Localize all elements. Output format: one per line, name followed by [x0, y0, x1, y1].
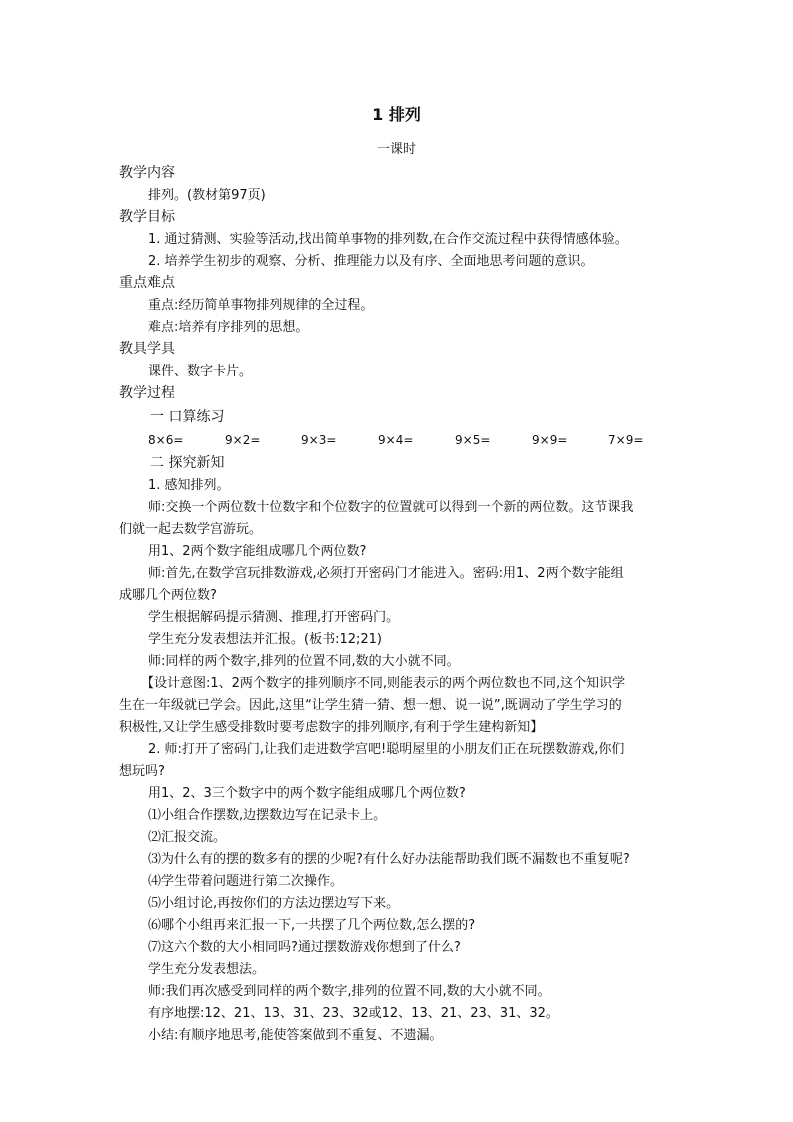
paragraph-line: 1. 感知排列。 [148, 478, 230, 493]
design-intent-line: 生在一年级就已学会。因此,这里“让学生猜一猜、想一想、说一说”,既调动了学生学习的 [119, 698, 622, 713]
heading-process: 教学过程 [119, 385, 175, 401]
paragraph-line: 师:交换一个两位数十位数字和个位数字的位置就可以得到一个新的两位数。这节课我 [148, 500, 634, 515]
goal-1: 1. 通过猜测、实验等活动,找出简单事物的排列数,在合作交流过程中获得情感体验。 [148, 232, 628, 247]
paragraph-line: 师:首先,在数学宫玩排数游戏,必须打开密码门才能进入。密码:用1、2两个数字能组 [148, 566, 624, 581]
calc-item: 9×2= [225, 433, 261, 447]
content-text: 排列。(教材第97页) [148, 188, 266, 203]
calc-item: 9×3= [301, 433, 337, 447]
part1-heading: 一 口算练习 [150, 409, 225, 425]
paragraph-line: 师:同样的两个数字,排列的位置不同,数的大小就不同。 [148, 654, 460, 669]
paragraph-line: 用1、2、3三个数字中的两个数字能组成哪几个两位数? [148, 786, 466, 801]
paragraph-line: 用1、2两个数字能组成哪几个两位数? [148, 544, 367, 559]
step-item: ⑷学生带着问题进行第二次操作。 [148, 874, 344, 889]
design-intent-line: 【设计意图:1、2两个数字的排列顺序不同,则能表示的两个两位数也不同,这个知识学 [141, 676, 626, 691]
paragraph-line: 学生充分发表想法并汇报。(板书:12;21) [148, 632, 382, 647]
paragraph-line: 们就一起去数学宫游玩。 [119, 522, 263, 537]
design-intent-line: 积极性,又让学生感受排数时要考虑数字的排列顺序,有利于学生建构新知】 [119, 720, 544, 735]
goal-2: 2. 培养学生初步的观察、分析、推理能力以及有序、全面地思考问题的意识。 [148, 254, 594, 269]
difficulty: 难点:培养有序排列的思想。 [148, 320, 309, 335]
step-item: ⑶为什么有的摆的数多有的摆的少呢?有什么好办法能帮助我们既不漏数也不重复呢? [148, 852, 630, 867]
summary-line: 小结:有顺序地思考,能使答案做到不重复、不遗漏。 [148, 1028, 443, 1043]
part2-heading: 二 探究新知 [150, 455, 225, 471]
step-item: ⑴小组合作摆数,边摆数边写在记录卡上。 [148, 808, 387, 823]
page-title: 1 排列 [372, 105, 421, 124]
paragraph-line: 学生充分发表想法。 [148, 962, 266, 977]
tools-text: 课件、数字卡片。 [148, 364, 253, 379]
page-subtitle: 一课时 [376, 142, 416, 157]
heading-key-points: 重点难点 [119, 275, 175, 291]
paragraph-line: 学生根据解码提示猜测、推理,打开密码门。 [148, 610, 400, 625]
calc-item: 9×4= [378, 433, 414, 447]
calc-item: 9×5= [455, 433, 491, 447]
step-item: ⑹哪个小组再来汇报一下,一共摆了几个两位数,怎么摆的? [148, 918, 476, 933]
calc-item: 9×9= [532, 433, 568, 447]
heading-goals: 教学目标 [119, 209, 175, 225]
heading-tools: 教具学具 [119, 341, 175, 357]
step-item: ⑵汇报交流。 [148, 830, 227, 845]
paragraph-line: 有序地摆:12、21、13、31、23、32或12、13、21、23、31、32。 [148, 1006, 559, 1021]
paragraph-line: 师:我们再次感受到同样的两个数字,排列的位置不同,数的大小就不同。 [148, 984, 551, 999]
key-point: 重点:经历简单事物排列规律的全过程。 [148, 298, 374, 313]
heading-content: 教学内容 [119, 165, 175, 181]
step-item: ⑸小组讨论,再按你们的方法边摆边写下来。 [148, 896, 400, 911]
paragraph-line: 想玩吗? [119, 764, 165, 779]
calc-item: 7×9= [608, 433, 644, 447]
paragraph-line: 2. 师:打开了密码门,让我们走进数学宫吧!聪明屋里的小朋友们正在玩摆数游戏,你们 [148, 742, 625, 757]
paragraph-line: 成哪几个两位数? [119, 588, 217, 603]
calc-item: 8×6= [148, 433, 184, 447]
step-item: ⑺这六个数的大小相同吗?通过摆数游戏你想到了什么? [148, 940, 461, 955]
